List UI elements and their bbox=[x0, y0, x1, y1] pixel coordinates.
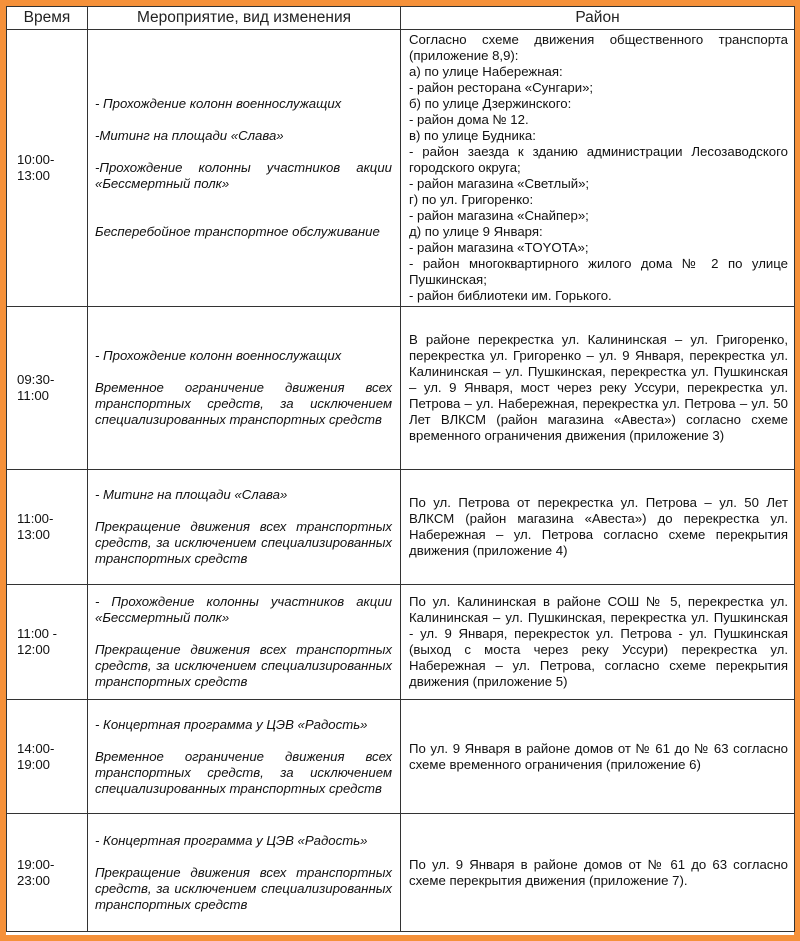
area-line: а) по улице Набережная: bbox=[409, 64, 563, 79]
area-cell: По ул. Калининская в районе СОШ № 5, перекрестка ул. Калининская – ул. Пушкинская, перекрестка ул. Пушкинская - ул. 9 Января, перекресток ул. Петрова - ул. Пушкинская (выход с моста через реку Уссури) перекрестка ул. Набережная – ул. Петрова, согласно схеме перекрытия движения (приложение 5) bbox=[401, 585, 795, 700]
time-end: 13:00 bbox=[17, 527, 51, 542]
time-end: 23:00 bbox=[17, 872, 51, 888]
area-line: - район магазина «Светлый»; bbox=[409, 176, 590, 191]
area-line: б) по улице Дзержинского: bbox=[409, 96, 572, 111]
event-line: - Прохождение колонн военнослужащих bbox=[95, 96, 342, 111]
time-cell bbox=[7, 814, 88, 932]
time-start: 14:00- bbox=[17, 740, 55, 756]
time-start: 11:00 - bbox=[17, 626, 58, 641]
event-cell bbox=[88, 30, 401, 307]
time-cell bbox=[7, 700, 88, 814]
event-cell bbox=[88, 470, 401, 585]
area-cell bbox=[401, 30, 795, 307]
event-cell bbox=[88, 307, 401, 470]
area-line: - район дома № 12. bbox=[409, 112, 529, 127]
area-line: - район многоквартирного жилого дома № 2 по улице Пушкинская; bbox=[409, 256, 788, 287]
event-line: Временное ограничение движения всех транспортных средств, за исключением специализированных транспортных средств bbox=[95, 748, 392, 796]
event-line: - Митинг на площади «Слава» bbox=[95, 487, 288, 502]
area-line: - район магазина «Снайпер»; bbox=[409, 208, 589, 223]
event-cell bbox=[88, 814, 401, 932]
event-line: Прекращение движения всех транспортных средств, за исключением специализированных транспортных средств bbox=[95, 864, 392, 912]
table-row bbox=[7, 814, 795, 932]
area-line: - район библиотеки им. Горького. bbox=[409, 288, 612, 303]
time-cell bbox=[7, 307, 88, 470]
time-end: 13:00 bbox=[17, 168, 51, 183]
event-line: - Прохождение колонн военнослужащих bbox=[95, 348, 342, 363]
area-line: в) по улице Будника: bbox=[409, 128, 536, 143]
table-row bbox=[7, 470, 795, 585]
schedule-table bbox=[6, 6, 795, 932]
time-start: 19:00- bbox=[17, 856, 55, 872]
area-line: д) по улице 9 Января: bbox=[409, 224, 543, 239]
header-time: Время bbox=[7, 7, 88, 30]
table-row bbox=[7, 307, 795, 470]
area-cell: В районе перекрестка ул. Калининская – ул. Григоренко, перекрестка ул. Григоренко – ул. 9 Января, перекрестка ул. Калининская – ул. Пушкинская, перекрестка ул. Пушкинская – ул. 9 Января, мост через реку Уссури, перекрестка ул. Петрова – ул. Набережная, перекрестка ул. Петрова – ул. 50 Лет ВЛКСМ (район магазина «Авеста») согласно схеме временного ограничения движения (приложение 3) bbox=[401, 307, 795, 470]
area-line: г) по ул. Григоренко: bbox=[409, 192, 534, 207]
time-start: 11:00- bbox=[17, 511, 54, 526]
area-cell: По ул. Петрова от перекрестка ул. Петрова – ул. 50 Лет ВЛКСМ (район магазина «Авеста») до перекрестка ул. Набережная – ул. Петрова согласно схеме перекрытия движения (приложение 4) bbox=[401, 470, 795, 585]
table-row bbox=[7, 700, 795, 814]
header-area: Район bbox=[401, 7, 795, 30]
time-cell bbox=[7, 30, 88, 307]
event-cell bbox=[88, 700, 401, 814]
event-line: Прекращение движения всех транспортных средств, за исключением специализированных транспортных средств bbox=[95, 519, 392, 566]
table-row bbox=[7, 585, 795, 700]
event-line: -Прохождение колонны участников акции «Бессмертный полк» bbox=[95, 160, 392, 191]
area-line: - район ресторана «Сунгари»; bbox=[409, 80, 594, 95]
event-line: Временное ограничение движения всех транспортных средств, за исключением специализированных транспортных средств bbox=[95, 380, 392, 427]
area-line: - район заезда к зданию администрации Лесозаводского городского округа; bbox=[409, 144, 788, 175]
document-page bbox=[6, 6, 794, 935]
table-row bbox=[7, 30, 795, 307]
time-start: 10:00- bbox=[17, 152, 55, 167]
event-cell bbox=[88, 585, 401, 700]
time-end: 11:00 bbox=[17, 388, 50, 403]
event-line: Прекращение движения всех транспортных средств, за исключением специализированных транспортных средств bbox=[95, 642, 392, 689]
area-line: Согласно схеме движения общественного транспорта (приложение 8,9): bbox=[409, 32, 788, 63]
area-cell: По ул. 9 Января в районе домов от № 61 до 63 согласно схеме перекрытия движения (приложение 7). bbox=[401, 814, 795, 932]
event-line: - Концертная программа у ЦЭВ «Радость» bbox=[95, 832, 368, 848]
time-cell bbox=[7, 470, 88, 585]
time-cell bbox=[7, 585, 88, 700]
area-line: - район магазина «TOYOTA»; bbox=[409, 240, 589, 255]
event-line: Бесперебойное транспортное обслуживание bbox=[95, 224, 380, 239]
time-end: 12:00 bbox=[17, 642, 51, 657]
event-line: - Прохождение колонны участников акции «Бессмертный полк» bbox=[95, 594, 392, 625]
event-line: - Концертная программа у ЦЭВ «Радость» bbox=[95, 716, 368, 732]
time-end: 19:00 bbox=[17, 756, 51, 772]
header-event: Мероприятие, вид изменения bbox=[88, 7, 401, 30]
event-line: -Митинг на площади «Слава» bbox=[95, 128, 284, 143]
header-row bbox=[7, 7, 795, 30]
time-start: 09:30- bbox=[17, 372, 55, 387]
area-cell: По ул. 9 Января в районе домов от № 61 до № 63 согласно схеме временного ограничения (приложение 6) bbox=[401, 700, 795, 814]
